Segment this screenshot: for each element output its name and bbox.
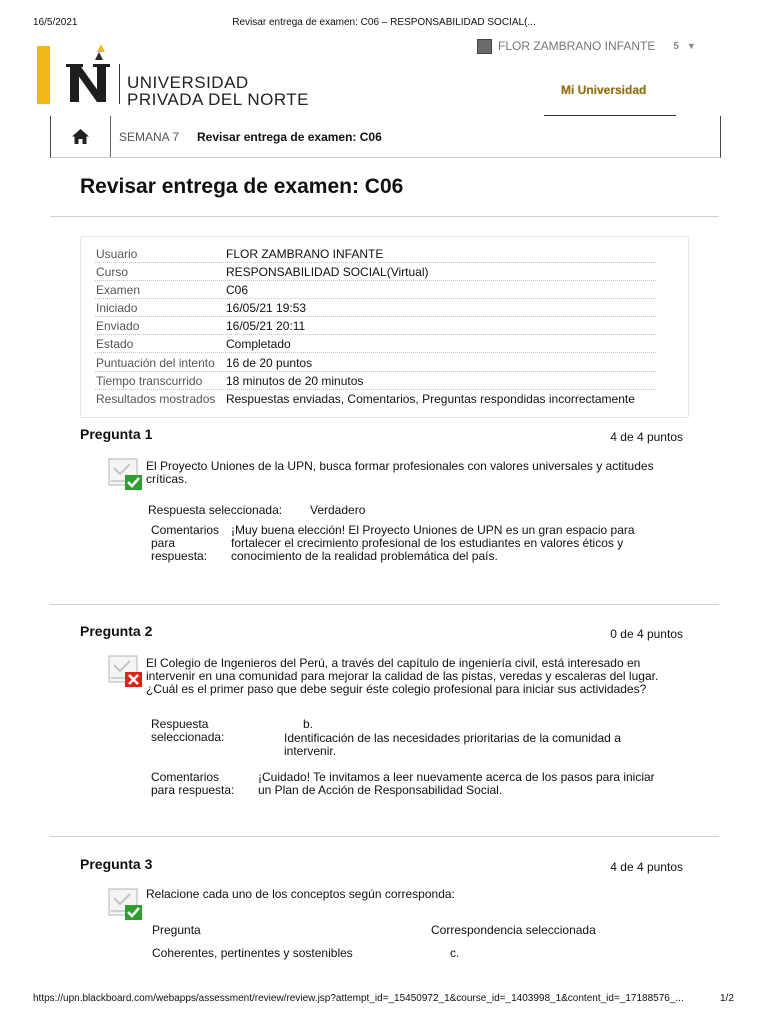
correct-answer-icon [108,458,144,490]
question-3-title: Pregunta 3 [80,856,153,872]
info-row-resultados [95,390,656,408]
info-row-estado [95,335,656,353]
info-value: Respuestas enviadas, Comentarios, Preguntas respondidas incorrectamente [226,392,635,406]
question-text-line: ¿Cuál es el primer paso que debe seguir éste colegio profesional para iniciar sus actividades? [146,682,647,696]
selected-label-line: seleccionada: [151,730,225,744]
university-logo[interactable] [64,42,114,106]
selected-answer-label: Respuesta seleccionada: [148,503,283,517]
print-url: https://upn.blackboard.com/webapps/assessment/review/review.jsp?attempt_id=_15450972_1&course_id=_1403998_1&content_id=_17188576_... [33,993,684,1004]
info-row-examen [95,281,656,299]
info-row-puntuacion [95,354,656,372]
breadcrumb-current: Revisar entrega de examen: C06 [197,130,382,144]
info-label: Usuario [96,247,138,261]
selected-answer-value: Verdadero [310,503,366,517]
match-row-answer: c. [450,946,460,960]
match-row-question: Coherentes, pertinentes y sostenibles [152,946,353,960]
info-row-usuario [95,245,656,263]
question-1-text [146,460,686,486]
comment-label [151,524,219,563]
page-title-area [50,158,719,217]
question-2-text [146,657,686,696]
question-3-text: Relacione cada uno de los conceptos según corresponda: [146,887,455,901]
home-button[interactable] [51,116,111,157]
comment-line: ¡Muy buena elección! El Proyecto Uniones de UPN es un gran espacio para [231,523,635,537]
attempt-info-table [80,236,689,418]
info-label: Curso [96,265,129,279]
home-icon [72,129,89,144]
question-text-line: El Colegio de Ingenieros del Perú, a través del capítulo de ingeniería civil, está interesado en [146,656,641,670]
university-name-line2: PRIVADA DEL NORTE [127,90,310,109]
university-name [127,74,309,108]
user-name: FLOR ZAMBRANO INFANTE [498,39,656,53]
selected-answer-label [151,718,224,744]
info-row-iniciado [95,299,656,317]
info-value: C06 [226,283,249,297]
brand-accent-bar [37,46,50,104]
university-name-line1: UNIVERSIDAD [127,73,249,92]
comment-label-line: Comentarios [151,523,220,537]
print-date: 16/5/2021 [33,17,78,28]
avatar [477,39,492,54]
info-value: 16/05/21 19:53 [226,301,307,315]
selected-value-line: Identificación de las necesidades prioritarias de la comunidad a [284,731,621,745]
question-3-points: 4 de 4 puntos [610,860,683,874]
comment-label [151,771,234,797]
question-text-line: intervenir en una comunidad para mejorar la calidad de las pistas, veredas y escaleras del lugar. [146,669,659,683]
selected-label-line: Respuesta [151,717,209,731]
selected-value-line: intervenir. [284,744,337,758]
info-row-enviado [95,317,656,335]
page-title: Revisar entrega de examen: C06 [80,175,404,198]
match-column-question: Pregunta [152,923,201,937]
info-value: 16/05/21 20:11 [226,319,306,333]
info-row-tiempo [95,372,656,390]
comment-line: conocimiento de la realidad problemática del país. [231,549,498,563]
question-divider [50,836,719,837]
comment-label-line: para [151,536,176,550]
notification-badge: 5 [673,40,679,52]
breadcrumb [50,116,721,158]
info-value: RESPONSABILIDAD SOCIAL(Virtual) [226,265,429,279]
comment-label-line: respuesta: [151,549,208,563]
print-page-number: 1/2 [720,993,734,1004]
mi-universidad-link[interactable]: Mi Universidad [561,83,647,97]
question-2-title: Pregunta 2 [80,623,153,639]
comment-line: un Plan de Acción de Responsabilidad Social. [258,783,503,797]
info-label: Iniciado [96,301,138,315]
info-row-curso [95,263,656,281]
comment-line: ¡Cuidado! Te invitamos a leer nuevamente acerca de los pasos para iniciar [258,770,655,784]
logo-n-icon [64,42,114,106]
info-label: Puntuación del intento [96,356,215,370]
breadcrumb-week[interactable]: SEMANA 7 [119,130,180,144]
question-2-points: 0 de 4 puntos [610,627,683,641]
correct-answer-icon [108,888,144,920]
chevron-down-icon: ▼ [686,41,696,51]
info-label: Enviado [96,319,140,333]
incorrect-answer-icon [108,655,144,687]
comment-text [258,771,688,797]
match-column-answer: Correspondencia seleccionada [431,923,596,937]
comment-text [231,524,671,563]
info-value: 18 minutos de 20 minutos [226,374,364,388]
question-1-points: 4 de 4 puntos [610,430,683,444]
info-value: 16 de 20 puntos [226,356,313,370]
comment-label-line: Comentarios [151,770,220,784]
question-text-line: El Proyecto Uniones de la UPN, busca formar profesionales con valores universales y actitudes [146,459,654,473]
print-document-title: Revisar entrega de examen: C06 – RESPONSABILIDAD SOCIAL(... [232,17,536,28]
comment-line: fortalecer el crecimiento profesional de los estudiantes en valores éticos y [231,536,624,550]
user-menu[interactable] [477,38,696,54]
info-label: Examen [96,283,141,297]
selected-answer-value [284,732,674,758]
question-divider [50,604,719,605]
comment-label-line: para respuesta: [151,783,235,797]
selected-answer-letter: b. [303,717,314,731]
info-value: Completado [226,337,291,351]
logo-divider [119,64,120,104]
info-label: Estado [96,337,134,351]
question-1-title: Pregunta 1 [80,426,153,442]
info-label: Tiempo transcurrido [96,374,203,388]
info-value: FLOR ZAMBRANO INFANTE [226,247,384,261]
question-text-line: críticas. [146,472,188,486]
info-label: Resultados mostrados [96,392,216,406]
